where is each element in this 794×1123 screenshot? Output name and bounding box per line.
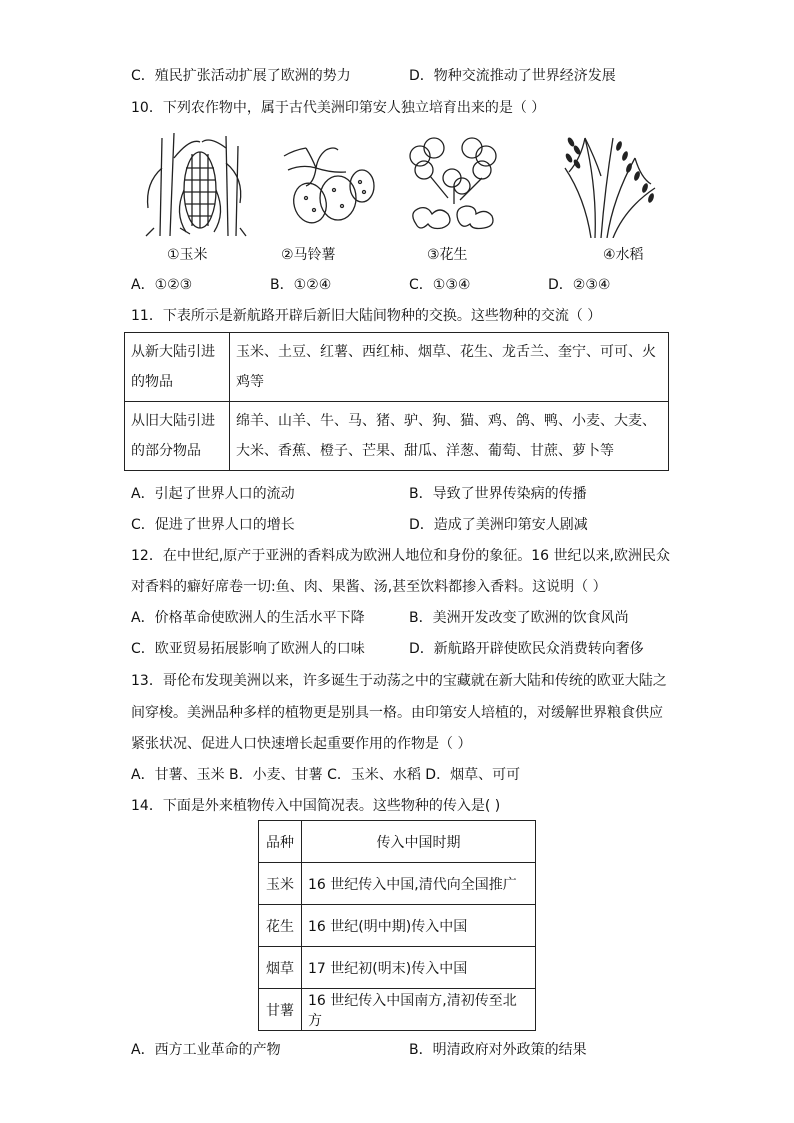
table-row [125, 402, 669, 471]
q10-option-a: A．①②③ [131, 277, 193, 293]
body-line: 玉米、土豆、红薯、西红柿、烟草、花生、龙舌兰、奎宁、可可、火 [236, 344, 656, 360]
period-cell: 16 世纪传入中国,清代向全国推广 [302, 863, 536, 905]
figure-caption-corn: ①玉米 [167, 247, 208, 263]
table-row [259, 947, 536, 989]
q13-stem-line-3: 紧张状况、促进人口快速增长起重要作用的作物是（ ） [131, 736, 472, 752]
rice-icon [555, 128, 665, 238]
q11-option-b: B．导致了世界传染病的传播 [409, 486, 587, 502]
period-cell: 17 世纪初(明末)传入中国 [302, 947, 536, 989]
header-variety: 品种 [259, 821, 302, 863]
peanut-icon [398, 128, 508, 238]
q12-option-b: B．美洲开发改变了欧洲的饮食风尚 [409, 610, 629, 626]
table-row [125, 333, 669, 402]
q9-option-d: D．物种交流推动了世界经济发展 [409, 68, 616, 84]
head-line: 的部分物品 [131, 443, 201, 459]
table-head-cell [125, 402, 230, 471]
variety-cell: 烟草 [259, 947, 302, 989]
head-line: 从旧大陆引进 [131, 413, 215, 429]
plant-introduction-table [258, 820, 536, 1031]
body-line: 绵羊、山羊、牛、马、猪、驴、狗、猫、鸡、鸽、鸭、小麦、大麦、 [236, 413, 656, 429]
q14-option-b: B．明清政府对外政策的结果 [409, 1042, 587, 1058]
header-period: 传入中国时期 [302, 821, 536, 863]
q11-option-a: A．引起了世界人口的流动 [131, 486, 295, 502]
q11-stem: 11．下表所示是新航路开辟后新旧大陆间物种的交换。这些物种的交流（ ） [131, 308, 602, 324]
table-body-cell [230, 402, 669, 471]
q11-option-c: C．促进了世界人口的增长 [131, 517, 295, 533]
period-cell: 16 世纪(明中期)传入中国 [302, 905, 536, 947]
figure-caption-potato: ②马铃薯 [281, 247, 336, 263]
table-row [259, 989, 536, 1031]
body-line: 大米、香蕉、橙子、芒果、甜瓜、洋葱、葡萄、甘蔗、萝卜等 [236, 443, 614, 459]
table-head-cell [125, 333, 230, 402]
species-exchange-table [124, 332, 669, 471]
table-row [259, 905, 536, 947]
table-body-cell [230, 333, 669, 402]
q9-option-c: C．殖民扩张活动扩展了欧洲的势力 [131, 68, 351, 84]
q12-option-a: A．价格革命使欧洲人的生活水平下降 [131, 610, 365, 626]
head-line: 从新大陆引进 [131, 344, 215, 360]
q14-stem: 14．下面是外来植物传入中国简况表。这些物种的传入是( ) [131, 798, 501, 814]
potato-icon [276, 128, 386, 238]
table-row [259, 863, 536, 905]
q10-stem: 10．下列农作物中，属于古代美洲印第安人独立培育出来的是（ ） [131, 100, 546, 116]
period-cell: 16 世纪传入中国南方,清初传至北方 [302, 989, 536, 1031]
q13-options: A．甘薯、玉米 B．小麦、甘薯 C．玉米、水稻 D．烟草、可可 [131, 767, 521, 783]
variety-cell: 甘薯 [259, 989, 302, 1031]
figure-caption-peanut: ③花生 [427, 247, 468, 263]
q12-stem-line-2: 对香料的癖好席卷一切:鱼、肉、果酱、汤,甚至饮料都掺入香料。这说明（ ） [131, 579, 607, 595]
q13-stem-line-1: 13．哥伦布发现美洲以来，许多诞生于动荡之中的宝藏就在新大陆和传统的欧亚大陆之 [131, 673, 667, 689]
q11-option-d: D．造成了美洲印第安人剧减 [409, 517, 588, 533]
q13-stem-line-2: 间穿梭。美洲品种多样的植物更是别具一格。由印第安人培植的，对缓解世界粮食供应 [131, 705, 663, 721]
figure-caption-rice: ④水稻 [603, 247, 644, 263]
body-line: 鸡等 [236, 374, 264, 390]
q10-option-b: B．①②④ [270, 277, 332, 293]
q10-option-c: C．①③④ [409, 277, 471, 293]
head-line: 的物品 [131, 374, 173, 390]
q14-option-a: A．西方工业革命的产物 [131, 1042, 281, 1058]
corn-icon [140, 128, 250, 238]
q12-option-c: C．欧亚贸易拓展影响了欧洲人的口味 [131, 641, 365, 657]
table-header-row [259, 821, 536, 863]
q12-option-d: D．新航路开辟使欧民众消费转向奢侈 [409, 641, 644, 657]
q10-option-d: D．②③④ [548, 277, 611, 293]
variety-cell: 花生 [259, 905, 302, 947]
q12-stem-line-1: 12．在中世纪,原产于亚洲的香料成为欧洲人地位和身份的象征。16 世纪以来,欧洲民众 [131, 548, 670, 564]
variety-cell: 玉米 [259, 863, 302, 905]
